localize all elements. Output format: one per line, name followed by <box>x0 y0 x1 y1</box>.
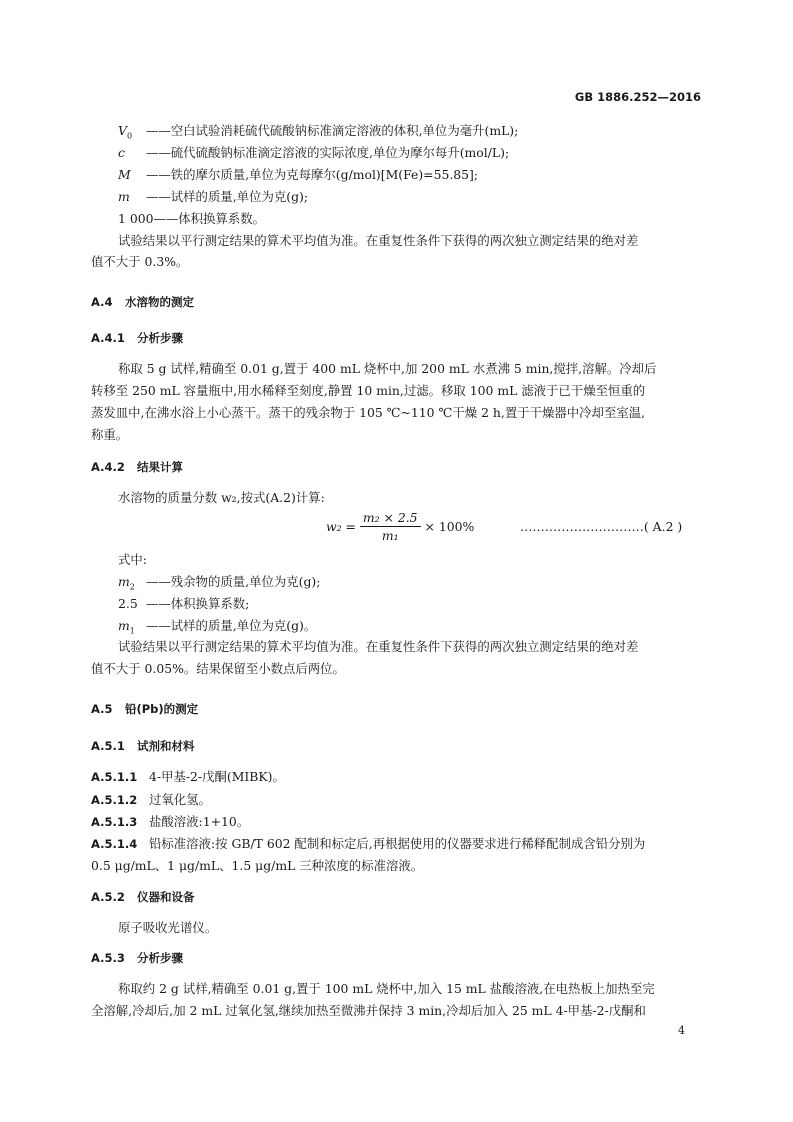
symbol: M <box>118 167 131 182</box>
paragraph-line: 原子吸收光谱仪。 <box>118 920 218 935</box>
definition-2-5: 2.5 ——体积换算系数; <box>118 596 250 611</box>
symbol: $m_2$ <box>118 574 135 592</box>
standard-number: GB 1886.252—2016 <box>574 90 701 104</box>
definition-m2: $m_2$ ——残余物的质量,单位为克(g); <box>118 574 321 592</box>
symbol: c <box>118 145 125 160</box>
list-item: A.5.1.4 铅标准溶液:按 GB/T 602 配制和标定后,再根据使用的仪器要求进行稀释配制成含铅分别为 <box>91 836 646 851</box>
list-item: A.5.1.1 4-甲基-2-戊酮(MIBK)。 <box>91 769 285 784</box>
formula-a2: w₂ = $\frac{\text{m₂ × 2.5}}{\text{m₁}}$ × 100% <box>326 510 475 543</box>
where-label: 式中: <box>118 552 147 567</box>
definition-m1: $m_1$ ——试样的质量,单位为克(g)。 <box>118 618 317 636</box>
fraction: $\frac{\text{m₂ × 2.5}}{\text{m₁}}$ <box>360 510 421 543</box>
definition-1000: 1 000——体积换算系数。 <box>118 211 265 226</box>
section-heading-a5: A.5 铅(Pb)的测定 <box>91 702 199 716</box>
list-item-continuation: 0.5 μg/mL、1 μg/mL、1.5 μg/mL 三种浓度的标准溶液。 <box>91 858 424 873</box>
result-paragraph-line: 试验结果以平行测定结果的算术平均值为准。在重复性条件下获得的两次独立测定结果的绝对差 <box>118 639 639 654</box>
formula-intro: 水溶物的质量分数 w₂,按式(A.2)计算: <box>118 490 325 505</box>
symbol: $V_0$ <box>118 123 133 141</box>
result-paragraph-line: 值不大于 0.05%。结果保留至小数点后两位。 <box>91 661 345 676</box>
section-heading-a41: A.4.1 分析步骤 <box>91 331 183 345</box>
result-paragraph-line: 试验结果以平行测定结果的算术平均值为准。在重复性条件下获得的两次独立测定结果的绝对差 <box>118 233 639 248</box>
formula-reference: …………………………( A.2 ) <box>520 519 683 534</box>
definition-M: M ——铁的摩尔质量,单位为克每摩尔(g/mol)[M(Fe)=55.85]; <box>118 167 479 182</box>
page-number: 4 <box>678 1024 685 1037</box>
symbol: m <box>118 189 130 204</box>
section-heading-a51: A.5.1 试剂和材料 <box>91 739 195 753</box>
list-item: A.5.1.2 过氧化氢。 <box>91 792 211 807</box>
paragraph-line: 全溶解,冷却后,加 2 mL 过氧化氢,继续加热至微沸并保持 3 min,冷却后加入 25 mL 4-甲基-2-戊酮和 <box>91 1003 646 1018</box>
paragraph-line: 转移至 250 mL 容量瓶中,用水稀释至刻度,静置 10 min,过滤。移取 100 mL 滤液于已干燥至恒重的 <box>91 383 646 398</box>
symbol: 2.5 <box>118 596 138 611</box>
paragraph-line: 称取约 2 g 试样,精确至 0.01 g,置于 100 mL 烧杯中,加入 15 mL 盐酸溶液,在电热板上加热至完 <box>118 981 655 996</box>
paragraph-line: 称重。 <box>91 427 129 442</box>
paragraph-line: 蒸发皿中,在沸水浴上小心蒸干。蒸干的残余物于 105 ℃~110 ℃干燥 2 h,置于干燥器中冷却至室温, <box>91 405 646 420</box>
section-heading-a52: A.5.2 仪器和设备 <box>91 890 195 904</box>
list-item: A.5.1.3 盐酸溶液:1+10。 <box>91 814 250 829</box>
result-paragraph-line: 值不大于 0.3%。 <box>91 254 189 269</box>
section-heading-a53: A.5.3 分析步骤 <box>91 951 183 965</box>
section-heading-a42: A.4.2 结果计算 <box>91 460 183 474</box>
definition-c: c ——硫代硫酸钠标准滴定溶液的实际浓度,单位为摩尔每升(mol/L); <box>118 145 510 160</box>
paragraph-line: 称取 5 g 试样,精确至 0.01 g,置于 400 mL 烧杯中,加 200 mL 水煮沸 5 min,搅拌,溶解。冷却后 <box>118 361 657 376</box>
definition-v0: $V_0$ ——空白试验消耗硫代硫酸钠标准滴定溶液的体积,单位为毫升(mL); <box>118 123 519 141</box>
symbol: $m_1$ <box>118 618 135 636</box>
definition-m: m ——试样的质量,单位为克(g); <box>118 189 309 204</box>
section-heading-a4: A.4 水溶物的测定 <box>91 295 194 309</box>
